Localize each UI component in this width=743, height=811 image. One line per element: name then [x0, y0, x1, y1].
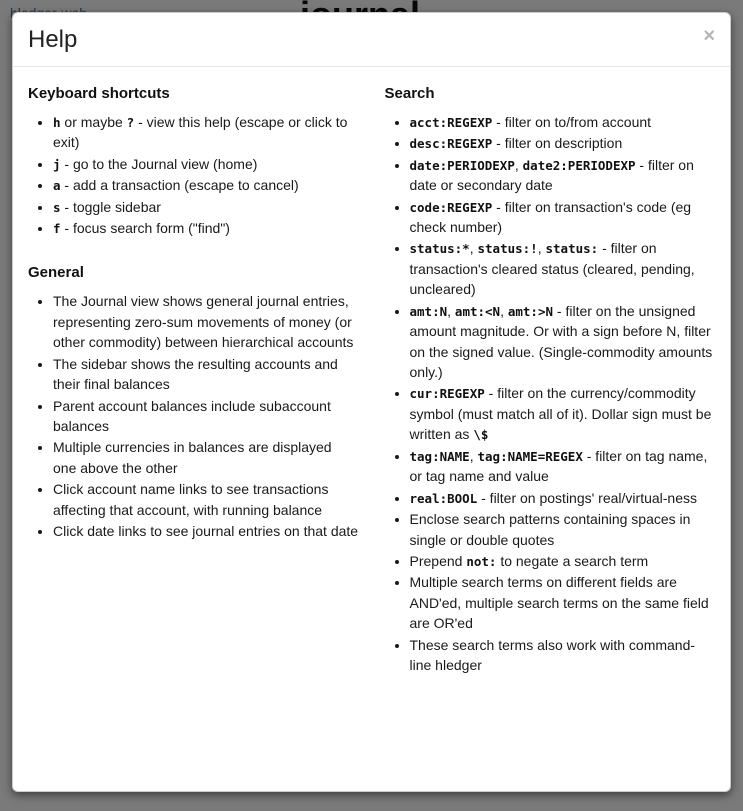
text-segment: , [500, 302, 508, 319]
section-keyboard-shortcuts [28, 85, 359, 239]
text-segment: or maybe [60, 113, 127, 130]
text-segment: Click date links to see journal entries on that date [53, 523, 359, 540]
list-item [410, 446, 716, 487]
text-segment: - filter on description [492, 135, 623, 152]
search-list [385, 112, 716, 676]
list-item [410, 301, 716, 383]
text-segment: Click account name links to see transactions affecting that account, with running balance [53, 481, 329, 518]
general-list [28, 291, 359, 541]
text-segment: to negate a search term [496, 552, 649, 569]
list-item [53, 291, 359, 352]
text-segment: - view this help (escape or click to exit) [53, 113, 348, 151]
inline-code: desc:REGEXP [409, 136, 493, 152]
modal-header [13, 13, 730, 67]
list-item [53, 479, 359, 520]
close-icon[interactable]: × [703, 25, 715, 47]
list-item [53, 396, 359, 437]
help-modal [12, 12, 731, 792]
inline-code: amt:<N [454, 303, 501, 319]
list-item [53, 112, 359, 153]
text-segment: Multiple currencies in balances are displayed one above the other [53, 439, 332, 476]
general-heading: General [28, 264, 84, 282]
list-item [410, 155, 716, 196]
text-segment: , [469, 240, 478, 257]
text-segment: - toggle sidebar [60, 198, 161, 215]
section-general [28, 264, 359, 541]
text-segment: , [537, 240, 546, 257]
list-item [410, 635, 716, 676]
list-item [53, 175, 359, 195]
inline-code: s [53, 199, 61, 215]
inline-code: acct:REGEXP [409, 114, 493, 130]
text-segment: Prepend [409, 552, 467, 569]
left-column [28, 83, 359, 677]
text-segment: - filter on the unsigned amount magnitude. Or with a sign before N, filter on the signed value. (Single-commodity amounts only.) [409, 302, 713, 381]
inline-code: not: [466, 553, 497, 569]
text-segment: - filter on to/from account [492, 113, 652, 130]
text-segment: - add a transaction (escape to cancel) [60, 177, 299, 194]
text-segment: These search terms also work with command-line hledger [409, 636, 696, 674]
list-item [410, 238, 716, 299]
inline-code: ? [126, 114, 135, 130]
list-item [410, 133, 716, 153]
list-item [53, 197, 359, 217]
list-item [53, 354, 359, 395]
inline-code: amt:N [409, 303, 448, 319]
right-column [385, 83, 716, 677]
keyboard-shortcuts-list [28, 112, 359, 239]
text-segment: Enclose search patterns containing spaces in single or double quotes [409, 511, 691, 548]
section-search [385, 85, 716, 676]
list-item [410, 197, 716, 238]
list-item [53, 521, 359, 541]
text-segment: Parent account balances include subaccount balances [53, 397, 331, 435]
inline-code: status:! [477, 241, 538, 257]
search-heading: Search [384, 84, 435, 102]
text-segment: - filter on transaction's code (eg check number) [409, 198, 692, 235]
list-item [410, 488, 716, 508]
inline-code: a [53, 178, 61, 194]
inline-code: real:BOOL [409, 490, 478, 506]
text-segment: The sidebar shows the resulting accounts and their final balances [53, 355, 338, 393]
inline-code: date2:PERIODEXP [522, 157, 636, 173]
text-segment: - filter on date or secondary date [409, 156, 694, 194]
list-item [410, 509, 716, 550]
list-item [410, 112, 716, 132]
list-item [53, 437, 359, 478]
inline-code: code:REGEXP [409, 199, 493, 215]
inline-code: tag:NAME [409, 448, 470, 464]
text-segment: Multiple search terms on different fields are AND'ed, multiple search terms on the same field are OR'ed [409, 574, 709, 632]
inline-code: tag:NAME=REGEX [477, 448, 583, 464]
modal-body [13, 67, 730, 692]
list-item [410, 383, 716, 444]
text-segment: - filter on transaction's cleared status (cleared, pending, uncleared) [409, 240, 695, 298]
text-segment: - filter on the currency/commodity symbol (must match all of it). Dollar sign must be written as [409, 385, 712, 443]
text-segment: - filter on tag name, or tag name and value [409, 447, 708, 485]
text-segment: - go to the Journal view (home) [60, 155, 258, 172]
text-segment: - focus search form ("find") [60, 219, 230, 236]
keyboard-shortcuts-heading: Keyboard shortcuts [28, 84, 170, 102]
text-segment: , [469, 447, 478, 464]
inline-code: j [53, 156, 61, 172]
inline-code: date:PERIODEXP [409, 157, 515, 173]
inline-code: cur:REGEXP [409, 386, 485, 402]
text-segment: , [514, 156, 523, 173]
list-item [53, 154, 359, 174]
inline-code: amt:>N [507, 303, 554, 319]
inline-code: \$ [473, 427, 489, 443]
inline-code: status: [545, 241, 599, 257]
inline-code: status:* [409, 241, 470, 257]
inline-code: h [53, 114, 61, 130]
text-segment: , [447, 302, 455, 319]
text-segment: The Journal view shows general journal entries, representing zero-sum movements of money (or other commodity) between hierarchical accounts [53, 293, 354, 351]
list-item [410, 551, 716, 571]
inline-code: f [53, 220, 61, 236]
text-segment: - filter on postings' real/virtual-ness [477, 489, 697, 506]
list-item [410, 572, 716, 633]
list-item [53, 218, 359, 238]
modal-title: Help [28, 26, 78, 53]
